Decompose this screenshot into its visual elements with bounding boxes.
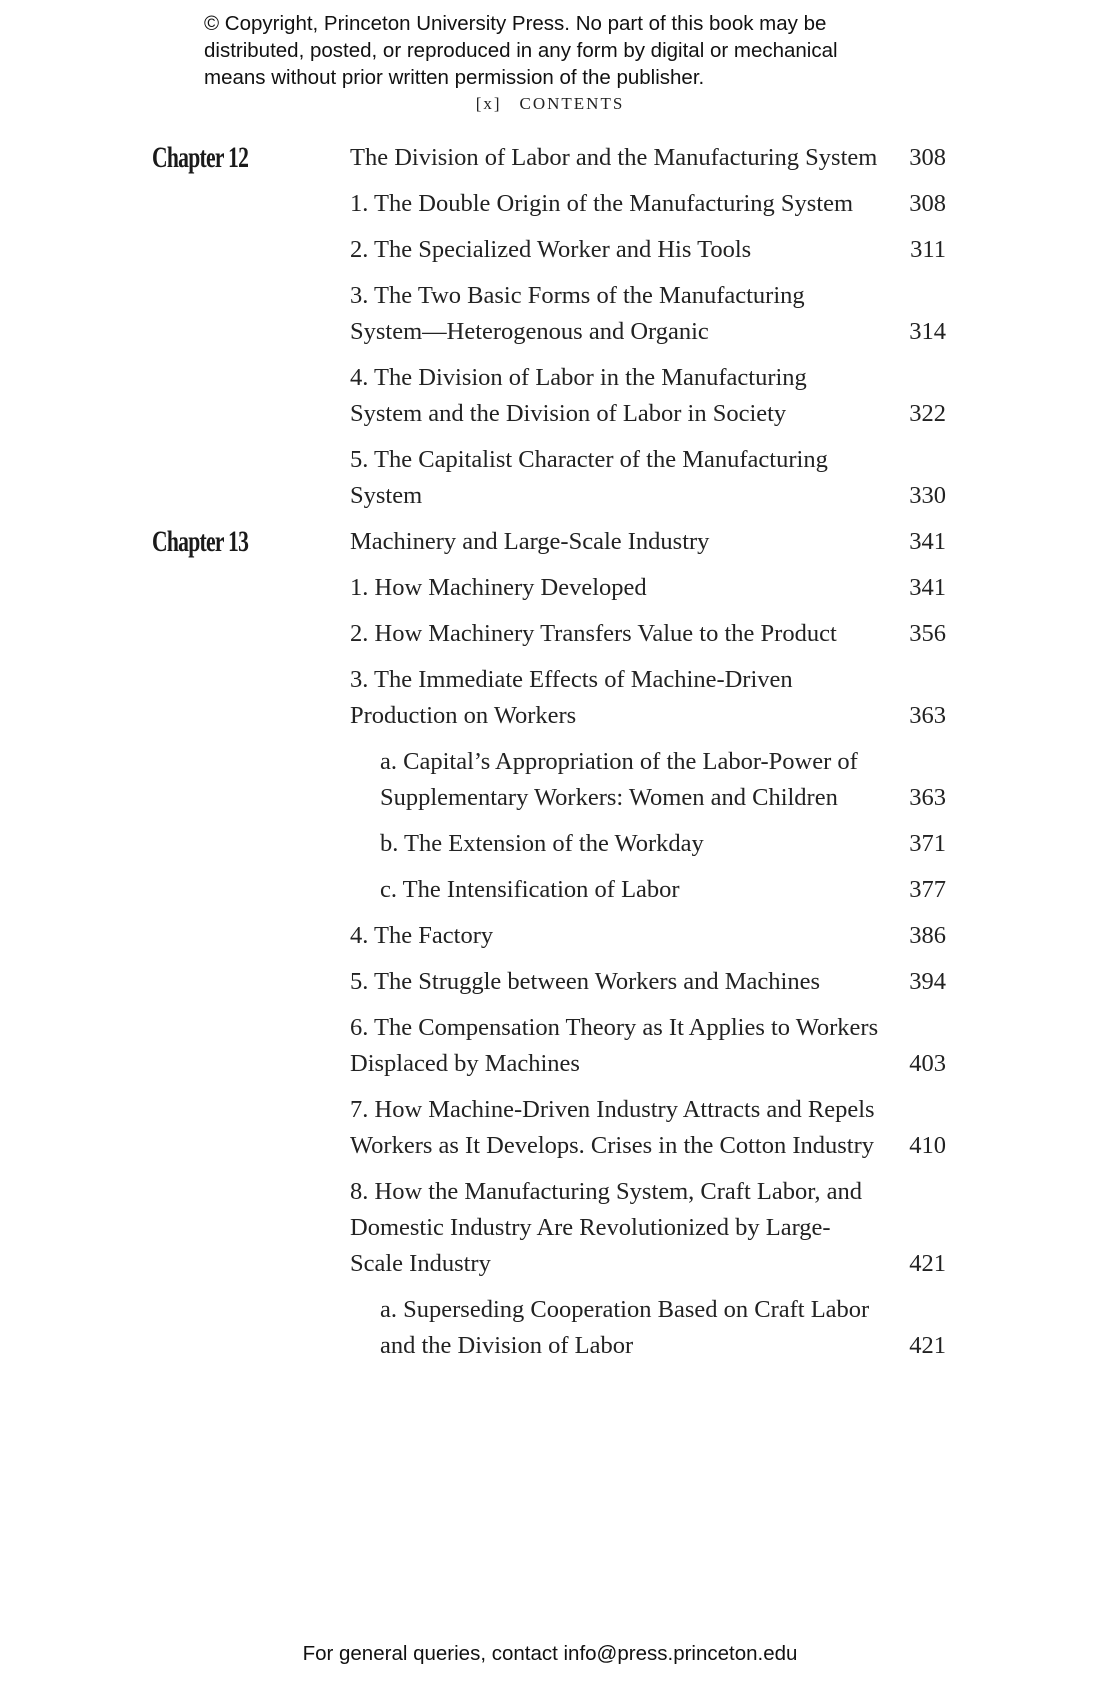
toc-entry-page-number: 394 — [909, 968, 946, 995]
toc-entry-page-number: 421 — [909, 1250, 946, 1277]
toc-chapter — [0, 140, 1100, 514]
toc-entry-page-number: 322 — [909, 400, 946, 427]
toc-entry — [350, 360, 946, 432]
toc-entry-title: 3. The Two Basic Forms of the Manufacturing System—Heterogenous and Organic — [350, 282, 805, 345]
toc-entry — [350, 442, 946, 514]
toc-entry-page-number: 403 — [909, 1050, 946, 1077]
toc-entry-page-number: 363 — [909, 702, 946, 729]
toc-entry-title: 6. The Compensation Theory as It Applies to Workers Displaced by Machines — [350, 1014, 879, 1077]
toc-entry-title: 4. The Factory — [350, 922, 494, 949]
toc-entry-title: 1. The Double Origin of the Manufacturing System — [350, 190, 854, 217]
chapter-label: Chapter 12 — [152, 141, 249, 174]
toc-entry-title: a. Capital’s Appropriation of the Labor-Power of Supplementary Workers: Women and Children — [380, 748, 858, 811]
toc-entry — [350, 662, 946, 734]
copyright-line: © Copyright, Princeton University Press. No part of this book may be — [204, 12, 827, 35]
chapter-label: Chapter 13 — [152, 525, 249, 558]
toc-entry-page-number: 311 — [910, 236, 946, 263]
table-of-contents — [0, 140, 1100, 1374]
toc-entry-page-number: 421 — [909, 1332, 946, 1359]
running-head — [0, 94, 1100, 114]
toc-entry — [380, 744, 946, 816]
toc-entry-page-number: 314 — [909, 318, 946, 345]
toc-entry-page-number: 386 — [909, 922, 946, 949]
toc-entry — [350, 232, 946, 268]
toc-entry-title: 5. The Struggle between Workers and Machines — [350, 968, 820, 995]
toc-entry-title: Machinery and Large-Scale Industry — [350, 528, 710, 555]
toc-entry-page-number: 363 — [909, 784, 946, 811]
toc-entry — [350, 918, 946, 954]
toc-entry-title: 1. How Machinery Developed — [350, 574, 647, 601]
toc-entry-title: 2. How Machinery Transfers Value to the Product — [350, 620, 837, 647]
copyright-notice — [204, 10, 924, 91]
toc-entry — [350, 1174, 946, 1282]
toc-entry-page-number: 341 — [909, 574, 946, 601]
toc-entry — [350, 524, 946, 560]
copyright-line: means without prior written permission of the publisher. — [204, 66, 705, 89]
toc-entry-title: 8. How the Manufacturing System, Craft Labor, and Domestic Industry Are Revolutionized by Large-Scale Industry — [350, 1178, 863, 1277]
toc-entry-title: 2. The Specialized Worker and His Tools — [350, 236, 752, 263]
toc-entry — [380, 826, 946, 862]
toc-entry-page-number: 341 — [909, 528, 946, 555]
toc-entry-page-number: 308 — [909, 190, 946, 217]
toc-entry-title: 3. The Immediate Effects of Machine-Driven Production on Workers — [350, 666, 793, 729]
toc-entry — [350, 186, 946, 222]
toc-entry-title: 4. The Division of Labor in the Manufacturing System and the Division of Labor in Society — [350, 364, 807, 427]
toc-entry — [350, 140, 946, 176]
toc-entry — [380, 1292, 946, 1364]
toc-entry-title: 5. The Capitalist Character of the Manufacturing System — [350, 446, 828, 509]
toc-entry — [380, 872, 946, 908]
toc-entry-page-number: 371 — [909, 830, 946, 857]
toc-entry-title: c. The Intensification of Labor — [380, 876, 680, 903]
running-head-title: CONTENTS — [519, 94, 625, 113]
toc-entry — [350, 570, 946, 606]
toc-entry — [350, 964, 946, 1000]
toc-entry-page-number: 330 — [909, 482, 946, 509]
toc-entry-page-number: 356 — [909, 620, 946, 647]
copyright-line: distributed, posted, or reproduced in any form by digital or mechanical — [204, 39, 838, 62]
toc-entry-page-number: 308 — [909, 144, 946, 171]
toc-entry-title: 7. How Machine-Driven Industry Attracts and Repels Workers as It Develops. Crises in the Cotton Industry — [350, 1096, 875, 1159]
page-folio: [x] — [475, 94, 502, 113]
toc-entry-page-number: 410 — [909, 1132, 946, 1159]
toc-entry-page-number: 377 — [909, 876, 946, 903]
footer-contact: For general queries, contact info@press.princeton.edu — [302, 1642, 798, 1665]
toc-entry — [350, 616, 946, 652]
toc-entry — [350, 278, 946, 350]
toc-entry-title: The Division of Labor and the Manufacturing System — [350, 144, 878, 171]
toc-entry — [350, 1010, 946, 1082]
toc-entry — [350, 1092, 946, 1164]
toc-chapter — [0, 524, 1100, 1364]
toc-entry-title: a. Superseding Cooperation Based on Craft Labor and the Division of Labor — [380, 1296, 870, 1359]
toc-entry-title: b. The Extension of the Workday — [380, 830, 704, 857]
